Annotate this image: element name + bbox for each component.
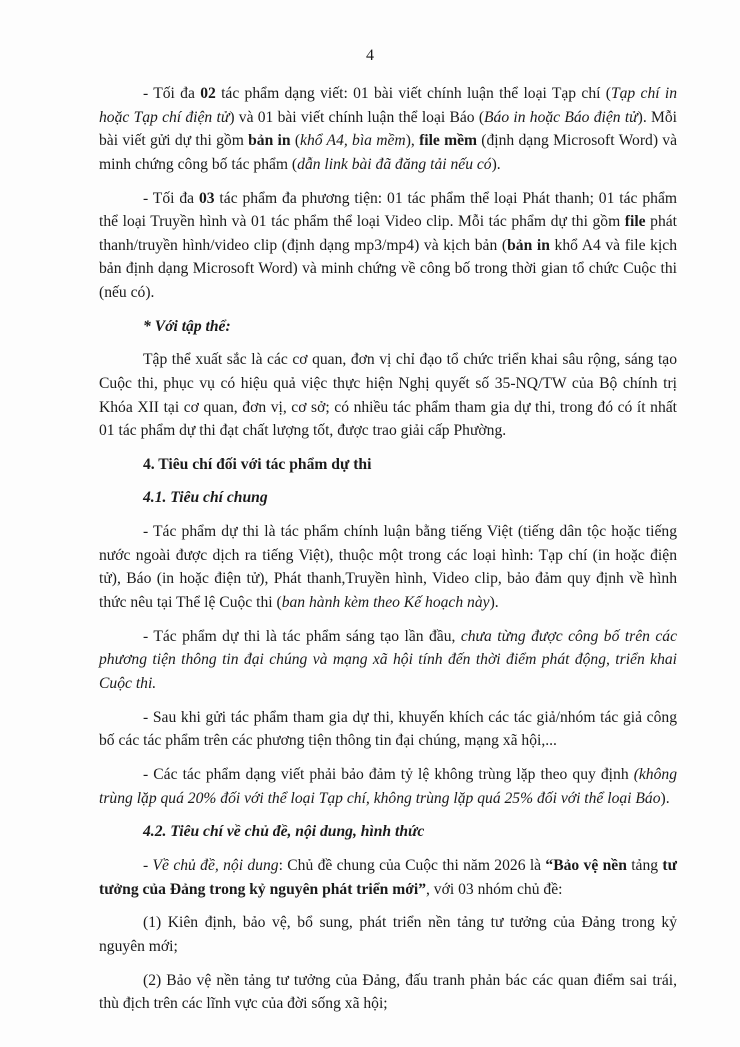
document-body bbox=[99, 82, 677, 1026]
paragraph-duplication: - Các tác phẩm dạng viết phải bảo đảm tỷ lệ không trùng lặp theo quy định (không trùng lặp quá 20% đối với thể loại Tạp chí, không trùng lặp quá 25% đối với thể loại Báo). bbox=[99, 765, 677, 807]
collective-heading: * Với tập thể: bbox=[143, 317, 231, 335]
section-4-heading: 4. Tiêu chí đối với tác phẩm dự thi bbox=[143, 455, 372, 473]
theme-group-2: (2) Bảo vệ nền tảng tư tưởng của Đảng, đấu tranh phản bác các quan điểm sai trái, thù địch trên các lĩnh vực của đời sống xã hội; bbox=[99, 971, 677, 1013]
page-number: 4 bbox=[366, 47, 374, 64]
paragraph-publication: - Sau khi gửi tác phẩm tham gia dự thi, khuyến khích các tác giả/nhóm tác giả công bố các tác phẩm trên các phương tiện thông tin đại chúng, mạng xã hội,... bbox=[99, 708, 677, 750]
section-4-2-heading: 4.2. Tiêu chí về chủ đề, nội dung, hình thức bbox=[143, 823, 425, 841]
paragraph-original-work: - Tác phẩm dự thi là tác phẩm sáng tạo lần đầu, chưa từng được công bố trên các phương tiện thông tin đại chúng và mạng xã hội tính đến thời điểm phát động, triển khai Cuộc thi. bbox=[99, 627, 677, 692]
theme-group-1: (1) Kiên định, bảo vệ, bổ sung, phát triển nền tảng tư tưởng của Đảng trong kỷ nguyên mới; bbox=[99, 914, 677, 955]
section-4-1-heading: 4.1. Tiêu chí chung bbox=[143, 489, 268, 507]
paragraph-general-criteria: - Tác phẩm dự thi là tác phẩm chính luận bằng tiếng Việt (tiếng dân tộc hoặc tiếng nước ngoài được dịch ra tiếng Việt), thuộc một trong các loại hình: Tạp chí (in hoặc điện tử), Báo (in hoặc điện tử), Phát thanh,Truyền hình, Video clip, bảo đảm quy định về hình thức nêu tại Thể lệ Cuộc thi (ban hành kèm theo Kế hoạch này). bbox=[99, 523, 677, 611]
paragraph-collective: Tập thể xuất sắc là các cơ quan, đơn vị chỉ đạo tổ chức triển khai sâu rộng, sáng tạo Cuộc thi, phục vụ có hiệu quả việc thực hiện Nghị quyết số 35-NQ/TW của Bộ chính trị Khóa XII tại cơ quan, đơn vị, cơ sở; có nhiều tác phẩm tham gia dự thi, trong đó có ít nhất 01 tác phẩm dự thi đạt chất lượng tốt, được trao giải cấp Phường. bbox=[99, 351, 677, 440]
paragraph-multimedia-works: - Tối đa 03 tác phẩm đa phương tiện: 01 tác phẩm thể loại Phát thanh; 01 tác phẩm thể loại Truyền hình và 01 tác phẩm thể loại Video clip. Mỗi tác phẩm dự thi gồm file phát thanh/truyền hình/video clip (định dạng mp3/mp4) và kịch bản (bản in khổ A4 và file kịch bản định dạng Microsoft Word) và minh chứng về công bố trong thời gian tổ chức Cuộc thi (nếu có). bbox=[99, 189, 678, 301]
paragraph-theme-content: - Về chủ đề, nội dung: Chủ đề chung của Cuộc thi năm 2026 là “Bảo vệ nền tảng tư tưởng của Đảng trong kỷ nguyên phát triển mới”, với 03 nhóm chủ đề: bbox=[99, 856, 677, 898]
paragraph-written-works: - Tối đa 02 tác phẩm dạng viết: 01 bài viết chính luận thể loại Tạp chí (Tạp chí in hoặc Tạp chí điện tử) và 01 bài viết chính luận thể loại Báo (Báo in hoặc Báo điện tử). Mỗi bài viết gửi dự thi gồm bản in (khổ A4, bìa mềm), file mềm (định dạng Microsoft Word) và minh chứng công bố tác phẩm (dẫn link bài đã đăng tải nếu có). bbox=[99, 85, 678, 173]
